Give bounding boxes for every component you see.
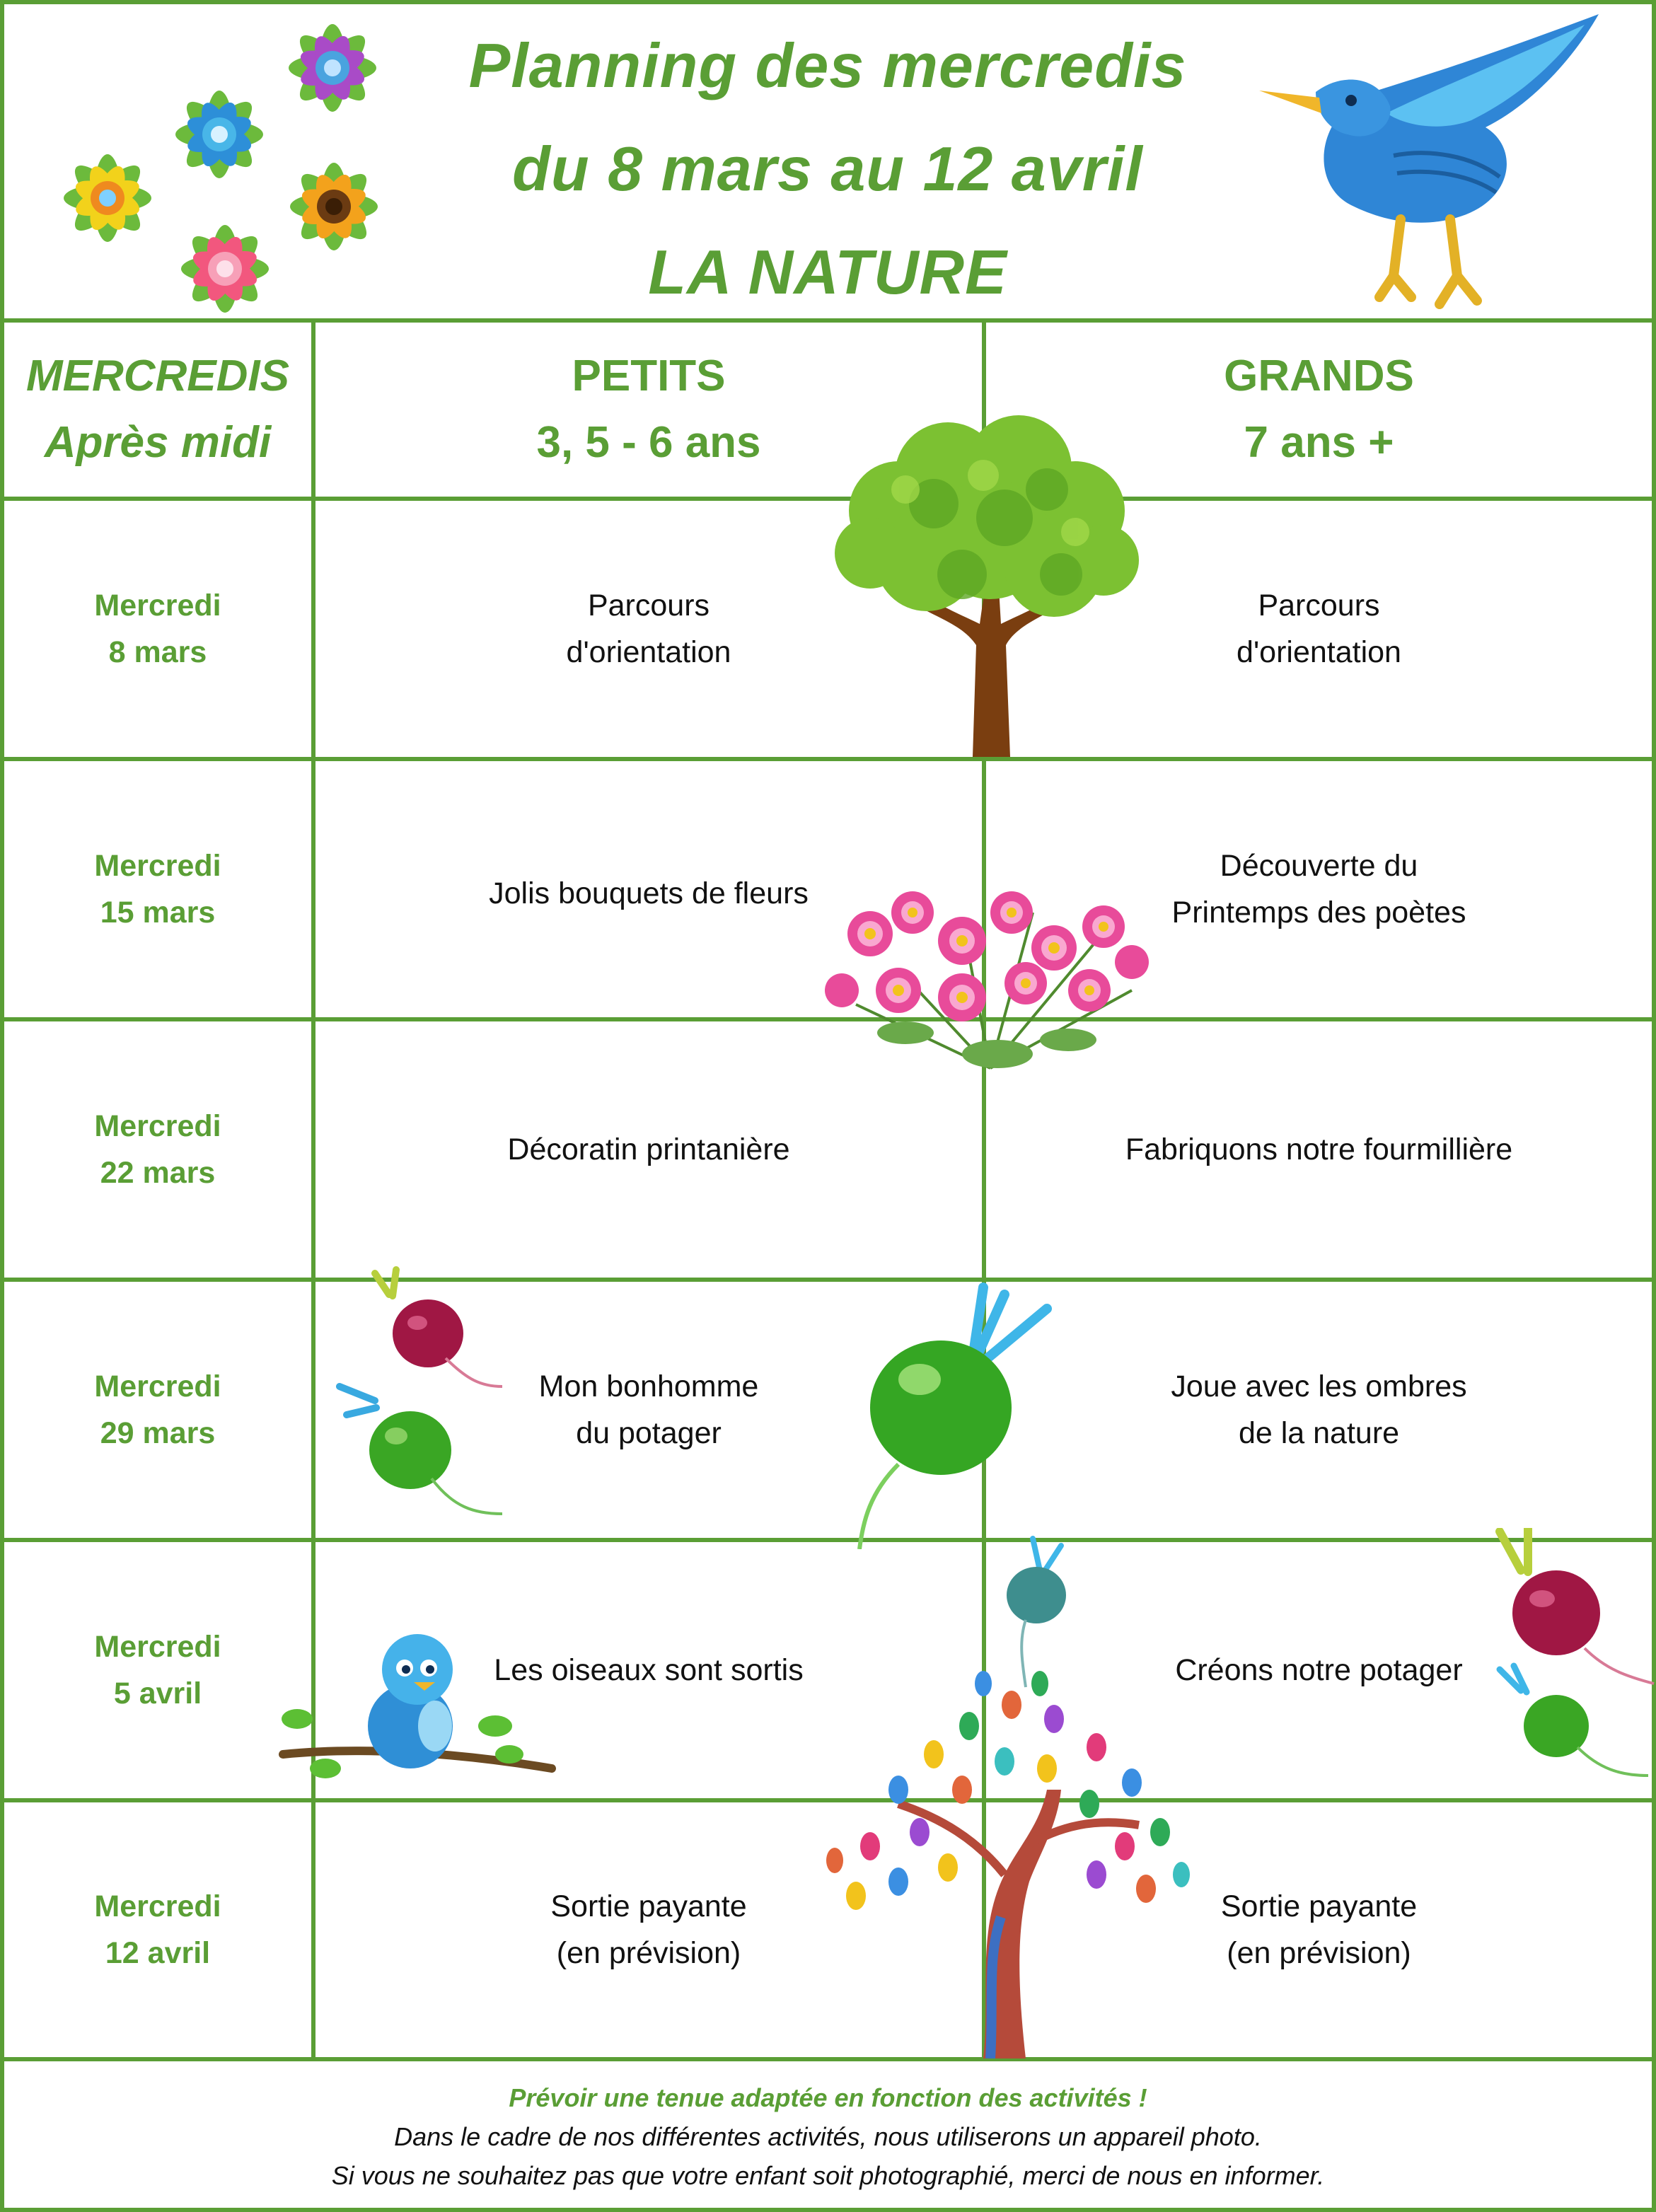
activity-line: Joue avec les ombres xyxy=(1171,1370,1467,1403)
activity-line: Parcours xyxy=(587,589,710,623)
activity-line: Sortie payante xyxy=(1220,1889,1418,1923)
radish-illustration xyxy=(1471,1528,1655,1783)
activity-line: de la nature xyxy=(1238,1416,1400,1450)
day-label: Mercredi xyxy=(94,849,221,883)
date-label: 22 mars xyxy=(100,1156,216,1190)
activity-line: du potager xyxy=(576,1416,722,1450)
day-label: Mercredi xyxy=(94,1370,221,1403)
date-label: 8 mars xyxy=(108,635,207,669)
date-cell xyxy=(4,501,311,757)
activity-line: Mon bonhomme xyxy=(538,1370,759,1403)
activity-line: Décoratin printanière xyxy=(507,1133,790,1166)
date-label: 5 avril xyxy=(113,1677,202,1710)
date-cell xyxy=(4,1282,311,1538)
title-line: LA NATURE xyxy=(648,237,1007,307)
title-line: du 8 mars au 12 avril xyxy=(512,134,1143,204)
bird-illustration xyxy=(1217,7,1599,311)
title-line: Planning des mercredis xyxy=(468,30,1187,100)
activity-line: Fabriquons notre fourmillière xyxy=(1125,1133,1513,1166)
footer-highlight: Prévoir une tenue adaptée en fonction des activités ! xyxy=(509,2083,1147,2112)
footer-line: Si vous ne souhaitez pas que votre enfant soit photographié, merci de nous en informer. xyxy=(331,2161,1325,2190)
footer-notice xyxy=(4,2066,1652,2208)
activity-line: Les oiseaux sont sortis xyxy=(494,1653,804,1687)
activity-line: (en prévision) xyxy=(556,1936,741,1970)
flower-icon xyxy=(290,163,378,250)
header-sublabel: 3, 5 - 6 ans xyxy=(536,418,761,467)
date-label: 15 mars xyxy=(100,896,216,930)
activity-line: Créons notre potager xyxy=(1175,1653,1463,1687)
date-cell xyxy=(4,1542,311,1798)
tree-illustration xyxy=(821,412,1153,757)
date-cell xyxy=(4,761,311,1017)
column-header-day xyxy=(4,323,311,497)
flower-icon xyxy=(175,91,263,178)
header-sublabel: Après midi xyxy=(44,418,272,467)
flower-bush-illustration xyxy=(799,863,1174,1075)
day-label: Mercredi xyxy=(94,1889,221,1923)
flowers-illustration xyxy=(42,7,410,332)
header-label: PETITS xyxy=(572,352,726,400)
flower-icon xyxy=(289,24,376,112)
radish-illustration xyxy=(332,1266,516,1528)
activity-line: d'orientation xyxy=(1237,635,1401,669)
activity-line: Découverte du xyxy=(1220,849,1418,883)
header-label: GRANDS xyxy=(1224,352,1414,400)
activity-line: Jolis bouquets de fleurs xyxy=(489,876,809,910)
activity-line: Parcours xyxy=(1258,589,1380,623)
bird-on-branch-illustration xyxy=(269,1620,566,1797)
header-label: MERCREDIS xyxy=(25,352,290,400)
page-title xyxy=(396,14,1259,311)
header-sublabel: 7 ans + xyxy=(1244,418,1394,467)
day-label: Mercredi xyxy=(94,589,221,623)
day-label: Mercredi xyxy=(94,1109,221,1143)
activity-line: (en prévision) xyxy=(1227,1936,1411,1970)
flower-icon xyxy=(181,225,269,313)
activity-line: Sortie payante xyxy=(550,1889,747,1923)
mosaic-tree-illustration xyxy=(813,1662,1195,2058)
date-label: 29 mars xyxy=(100,1416,216,1450)
footer-line: Dans le cadre de nos différentes activités, nous utiliserons un appareil photo. xyxy=(394,2122,1262,2151)
radish-illustration xyxy=(849,1280,1054,1549)
flower-icon xyxy=(64,154,151,242)
activity-grands xyxy=(986,1282,1652,1538)
date-cell xyxy=(4,1802,311,2057)
activity-line: d'orientation xyxy=(566,635,731,669)
activity-line: Printemps des poètes xyxy=(1171,896,1466,930)
day-label: Mercredi xyxy=(94,1630,221,1664)
date-cell xyxy=(4,1021,311,1278)
date-label: 12 avril xyxy=(105,1936,211,1970)
